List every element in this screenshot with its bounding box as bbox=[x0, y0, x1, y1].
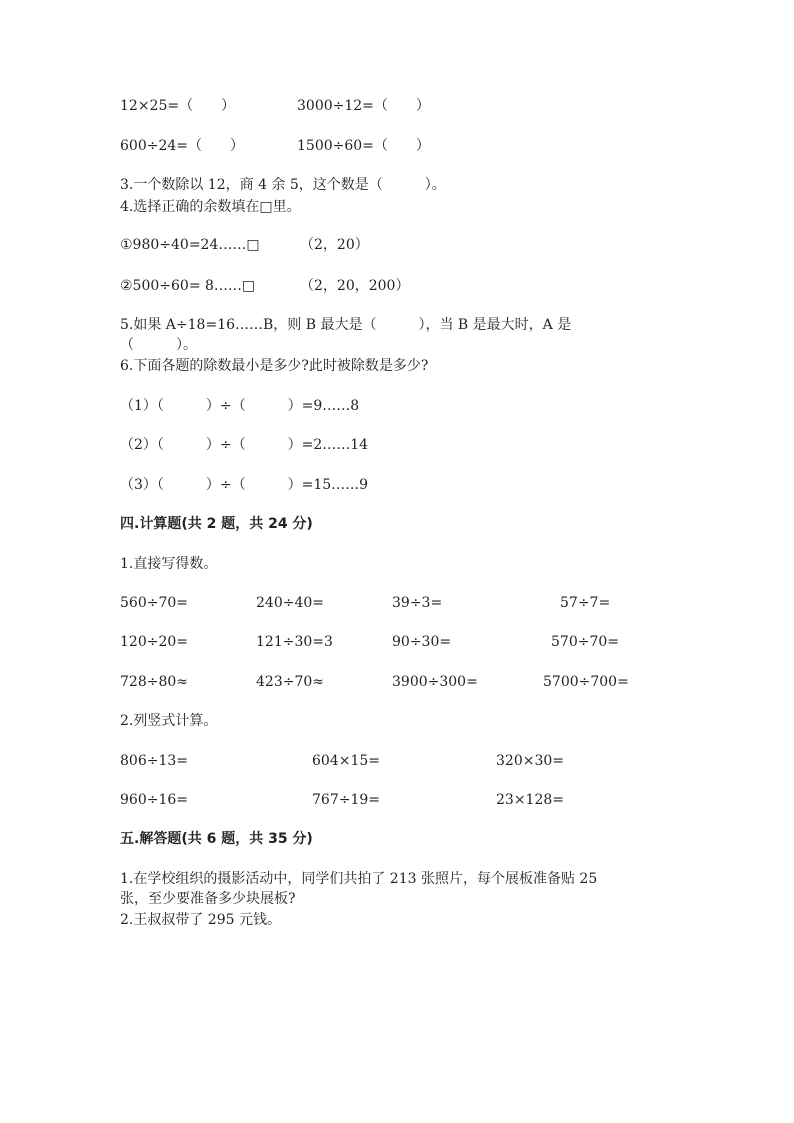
part4-question-2-title: 2.列竖式计算。 bbox=[120, 713, 218, 729]
question-6-item: （2）（ ）÷（ ）=2……14 bbox=[120, 437, 369, 453]
question-5-line-2: （ ）。 bbox=[120, 337, 197, 353]
calc-item: 560÷70= bbox=[120, 595, 188, 611]
question-6-title: 6.下面各题的除数最小是多少?此时被除数是多少? bbox=[120, 358, 429, 374]
section-heading-5: 五.解答题(共 6 题，共 35 分) bbox=[120, 831, 313, 847]
calc-item: 90÷30= bbox=[392, 634, 452, 650]
calc-item: 960÷16= bbox=[120, 792, 188, 808]
calc-item: 320×30= bbox=[496, 753, 564, 769]
question-4-item-1: ①980÷40=24……□ bbox=[120, 237, 260, 253]
calc-item: 121÷30=3 bbox=[256, 634, 333, 650]
calc-item: 570÷70= bbox=[551, 634, 619, 650]
question-6-item: （3）（ ）÷（ ）=15……9 bbox=[120, 477, 369, 493]
question-4-item-1-options: （2，20） bbox=[300, 237, 369, 253]
part5-question-2: 2.王叔叔带了 295 元钱。 bbox=[120, 912, 281, 928]
calc-item: 604×15= bbox=[312, 753, 380, 769]
calc-item: 806÷13= bbox=[120, 753, 188, 769]
calc-item: 12×25=（ ） bbox=[120, 98, 236, 114]
calc-item: 3000÷12=（ ） bbox=[297, 98, 430, 114]
calc-item: 728÷80≈ bbox=[120, 674, 188, 690]
calc-item: 423÷70≈ bbox=[256, 674, 324, 690]
question-3: 3.一个数除以 12，商 4 余 5，这个数是（ ）。 bbox=[120, 177, 446, 193]
calc-item: 23×128= bbox=[496, 792, 564, 808]
calc-item: 240÷40= bbox=[256, 595, 324, 611]
calc-item: 3900÷300= bbox=[392, 674, 478, 690]
calc-item: 120÷20= bbox=[120, 634, 188, 650]
calc-item: 57÷7= bbox=[560, 595, 611, 611]
section-heading-4: 四.计算题(共 2 题，共 24 分) bbox=[120, 516, 313, 532]
calc-item: 39÷3= bbox=[392, 595, 443, 611]
question-6-item: （1）（ ）÷（ ）=9……8 bbox=[120, 398, 360, 414]
question-5-line-1: 5.如果 A÷18=16……B，则 B 最大是（ ），当 B 是最大时，A 是 bbox=[120, 317, 572, 333]
part5-question-1-line-1: 1.在学校组织的摄影活动中，同学们共拍了 213 张照片，每个展板准备贴 25 bbox=[120, 871, 598, 887]
question-4-title: 4.选择正确的余数填在□里。 bbox=[120, 199, 301, 215]
part5-question-1-line-2: 张，至少要准备多少块展板? bbox=[120, 891, 296, 907]
question-4-item-2-options: （2，20，200） bbox=[300, 278, 410, 294]
part4-question-1-title: 1.直接写得数。 bbox=[120, 556, 218, 572]
question-4-item-2: ②500÷60= 8……□ bbox=[120, 278, 256, 294]
calc-item: 1500÷60=（ ） bbox=[297, 138, 430, 154]
calc-item: 767÷19= bbox=[312, 792, 380, 808]
calc-item: 5700÷700= bbox=[543, 674, 629, 690]
calc-item: 600÷24=（ ） bbox=[120, 138, 244, 154]
